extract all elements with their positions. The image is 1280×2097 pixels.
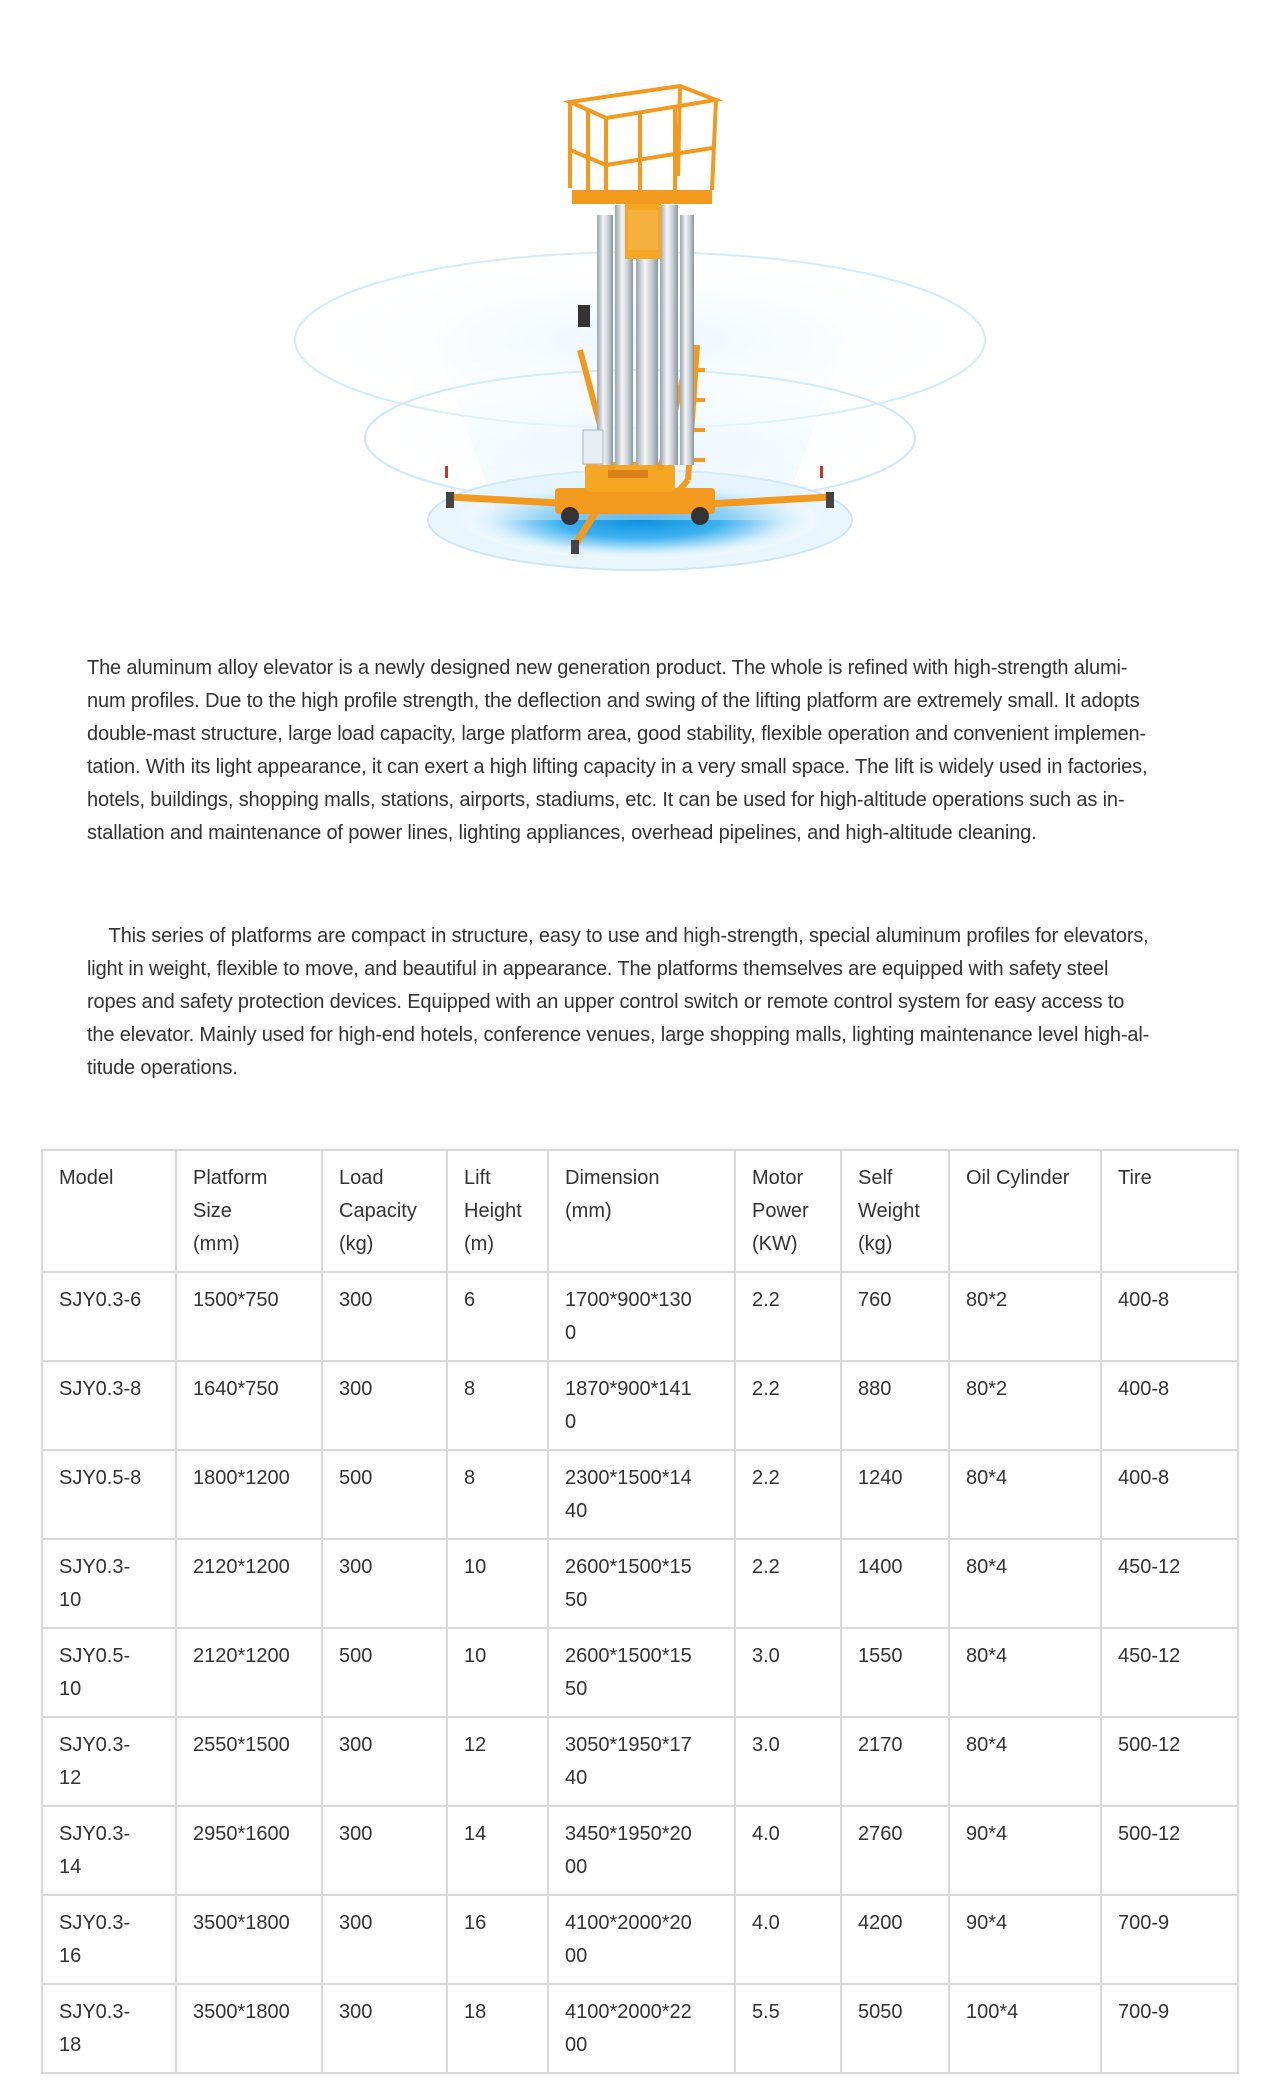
cell-text: 2120*1200	[193, 1556, 290, 1578]
cell-text: 3500*1800	[193, 2001, 290, 2023]
cell-oil-cylinder	[949, 1717, 1101, 1806]
cell-text: 1550	[858, 1645, 903, 1667]
cell-text: 1800*1200	[193, 1467, 290, 1489]
cell-text: 1400	[858, 1556, 903, 1578]
cell-motor-power	[735, 1628, 841, 1717]
cell-text: SJY0.3-	[59, 2001, 131, 2023]
cell-oil-cylinder	[949, 1539, 1101, 1628]
cell-text: 10	[464, 1556, 487, 1578]
header-text: (KW)	[752, 1233, 798, 1255]
table-row	[42, 1806, 1238, 1895]
header-text: Motor	[752, 1167, 804, 1189]
cell-text: 10	[59, 1589, 82, 1611]
header-text: Power	[752, 1200, 809, 1222]
cell-text: 300	[339, 1823, 373, 1845]
cell-text: 16	[464, 1912, 487, 1934]
header-model	[42, 1150, 176, 1272]
header-text: Tire	[1118, 1167, 1152, 1189]
cell-text: 400-8	[1118, 1289, 1170, 1311]
cell-self-weight	[841, 1539, 949, 1628]
cell-text: 50	[565, 1678, 588, 1700]
cell-text: 5.5	[752, 2001, 780, 2023]
cell-text: 3.0	[752, 1645, 780, 1667]
cell-text: 500	[339, 1645, 373, 1667]
cell-text: 4100*2000*22	[565, 2001, 692, 2023]
cell-model	[42, 1539, 176, 1628]
cell-text: 450-12	[1118, 1556, 1181, 1578]
cell-text: 80*2	[966, 1378, 1008, 1400]
cell-self-weight	[841, 1806, 949, 1895]
cell-motor-power	[735, 1717, 841, 1806]
cell-oil-cylinder	[949, 1361, 1101, 1450]
cell-dimension	[548, 1539, 735, 1628]
paragraph-line: double-mast structure, large load capacity, large platform area, good stability, flexible operation and convenient implemen-	[87, 723, 1147, 745]
paragraph-line: The aluminum alloy elevator is a newly designed new generation product. The whole is refined with high-strength alumi-	[87, 657, 1128, 679]
cell-text: 100*4	[966, 2001, 1019, 2023]
cell-text: 3050*1950*17	[565, 1734, 692, 1756]
table-row	[42, 1895, 1238, 1984]
cell-text: 4.0	[752, 1912, 780, 1934]
cell-text: 90*4	[966, 1823, 1008, 1845]
cell-text: 8	[464, 1467, 476, 1489]
cell-load-capacity	[322, 1539, 447, 1628]
cell-text: 2550*1500	[193, 1734, 290, 1756]
product-hero-image	[0, 0, 1280, 600]
header-text: Dimension	[565, 1167, 660, 1189]
cell-text: 2.2	[752, 1289, 780, 1311]
cell-lift-height	[447, 1361, 548, 1450]
cell-model	[42, 1628, 176, 1717]
cell-text: 12	[59, 1767, 82, 1789]
cell-tire	[1101, 1361, 1238, 1450]
header-platform-size	[176, 1150, 322, 1272]
cell-platform-size	[176, 1539, 322, 1628]
cell-text: 80*2	[966, 1289, 1008, 1311]
header-dimension	[548, 1150, 735, 1272]
header-text: (kg)	[858, 1233, 893, 1255]
cell-text: 10	[464, 1645, 487, 1667]
cell-lift-height	[447, 1272, 548, 1361]
cell-text: 760	[858, 1289, 892, 1311]
spec-table-body	[42, 1272, 1238, 2073]
cell-text: 2120*1200	[193, 1645, 290, 1667]
cell-text: 2.2	[752, 1378, 780, 1400]
cell-text: 4200	[858, 1912, 903, 1934]
cell-text: 40	[565, 1767, 588, 1789]
cell-load-capacity	[322, 1717, 447, 1806]
description-paragraph-1	[87, 652, 1207, 850]
cell-dimension	[548, 1895, 735, 1984]
table-row	[42, 1539, 1238, 1628]
cell-text: 16	[59, 1945, 82, 1967]
cell-platform-size	[176, 1628, 322, 1717]
cell-text: 1870*900*141	[565, 1378, 692, 1400]
cell-motor-power	[735, 1450, 841, 1539]
cell-oil-cylinder	[949, 1806, 1101, 1895]
header-text: Model	[59, 1167, 114, 1189]
cell-motor-power	[735, 1984, 841, 2073]
cell-text: 80*4	[966, 1734, 1008, 1756]
cell-load-capacity	[322, 1272, 447, 1361]
cell-text: 400-8	[1118, 1378, 1170, 1400]
cell-text: 500-12	[1118, 1734, 1181, 1756]
cell-platform-size	[176, 1984, 322, 2073]
cell-text: 50	[565, 1589, 588, 1611]
cell-text: 2.2	[752, 1467, 780, 1489]
cell-text: 2300*1500*14	[565, 1467, 692, 1489]
paragraph-line: stallation and maintenance of power lines, lighting appliances, overhead pipelines, and high-altitude cleaning.	[87, 822, 1037, 844]
cell-model	[42, 1361, 176, 1450]
cell-tire	[1101, 1539, 1238, 1628]
cell-motor-power	[735, 1806, 841, 1895]
cell-text: 300	[339, 1556, 373, 1578]
cell-tire	[1101, 1717, 1238, 1806]
cell-self-weight	[841, 1272, 949, 1361]
cell-load-capacity	[322, 1895, 447, 1984]
cell-tire	[1101, 1450, 1238, 1539]
table-row	[42, 1272, 1238, 1361]
cell-text: 700-9	[1118, 2001, 1170, 2023]
cell-model	[42, 1717, 176, 1806]
cell-model	[42, 1806, 176, 1895]
cell-text: 3450*1950*20	[565, 1823, 692, 1845]
cell-text: 8	[464, 1378, 476, 1400]
cell-model	[42, 1895, 176, 1984]
cell-text: 80*4	[966, 1556, 1008, 1578]
cell-text: SJY0.3-	[59, 1734, 131, 1756]
cell-platform-size	[176, 1361, 322, 1450]
cell-text: SJY0.3-8	[59, 1378, 142, 1400]
cell-text: 2170	[858, 1734, 903, 1756]
cell-text: 3.0	[752, 1734, 780, 1756]
cell-tire	[1101, 1895, 1238, 1984]
header-text: Size	[193, 1200, 232, 1222]
cell-text: 500-12	[1118, 1823, 1181, 1845]
cell-text: 0	[565, 1411, 577, 1433]
cell-text: 6	[464, 1289, 476, 1311]
cell-text: 12	[464, 1734, 487, 1756]
table-row	[42, 1984, 1238, 2073]
guard-rails	[570, 86, 716, 196]
table-row	[42, 1450, 1238, 1539]
cell-self-weight	[841, 1628, 949, 1717]
cell-lift-height	[447, 1984, 548, 2073]
header-text: Oil Cylinder	[966, 1167, 1070, 1189]
cell-platform-size	[176, 1895, 322, 1984]
cell-tire	[1101, 1984, 1238, 2073]
cell-text: 3500*1800	[193, 1912, 290, 1934]
cell-text: 18	[464, 2001, 487, 2023]
paragraph-line: num profiles. Due to the high profile strength, the deflection and swing of the lifting platform are extremely small. It adopts	[87, 690, 1140, 712]
header-motor-power	[735, 1150, 841, 1272]
cell-text: 300	[339, 1734, 373, 1756]
cell-text: 300	[339, 1289, 373, 1311]
cell-lift-height	[447, 1895, 548, 1984]
cell-text: 14	[59, 1856, 82, 1878]
cell-text: 450-12	[1118, 1645, 1181, 1667]
cell-motor-power	[735, 1361, 841, 1450]
cell-text: SJY0.5-	[59, 1645, 131, 1667]
paragraph-line: light in weight, flexible to move, and beautiful in appearance. The platforms themselves are equipped with safety steel	[87, 958, 1109, 980]
cell-lift-height	[447, 1717, 548, 1806]
spec-table-header-row	[42, 1150, 1238, 1272]
cell-text: 4100*2000*20	[565, 1912, 692, 1934]
cell-text: 18	[59, 2034, 82, 2056]
cell-lift-height	[447, 1539, 548, 1628]
cell-oil-cylinder	[949, 1895, 1101, 1984]
cell-oil-cylinder	[949, 1984, 1101, 2073]
cell-dimension	[548, 1628, 735, 1717]
cell-lift-height	[447, 1628, 548, 1717]
header-load-capacity	[322, 1150, 447, 1272]
cell-oil-cylinder	[949, 1450, 1101, 1539]
cell-text: 1700*900*130	[565, 1289, 692, 1311]
header-tire	[1101, 1150, 1238, 1272]
cell-motor-power	[735, 1539, 841, 1628]
cell-text: 1500*750	[193, 1289, 279, 1311]
cell-text: 0	[565, 1322, 577, 1344]
cell-dimension	[548, 1984, 735, 2073]
cell-model	[42, 1450, 176, 1539]
header-text: Capacity	[339, 1200, 417, 1222]
cell-oil-cylinder	[949, 1628, 1101, 1717]
cell-motor-power	[735, 1895, 841, 1984]
cell-tire	[1101, 1628, 1238, 1717]
cell-text: SJY0.3-6	[59, 1289, 142, 1311]
cell-text: 5050	[858, 2001, 903, 2023]
header-text: Height	[464, 1200, 522, 1222]
cell-self-weight	[841, 1717, 949, 1806]
cell-self-weight	[841, 1361, 949, 1450]
header-text: Platform	[193, 1167, 268, 1189]
cell-text: 2950*1600	[193, 1823, 290, 1845]
cell-text: 80*4	[966, 1645, 1008, 1667]
cell-text: SJY0.3-	[59, 1823, 131, 1845]
header-text: (kg)	[339, 1233, 374, 1255]
cell-platform-size	[176, 1806, 322, 1895]
paragraph-line: hotels, buildings, shopping malls, stations, airports, stadiums, etc. It can be used for high-altitude operations such as in-	[87, 789, 1125, 811]
cell-lift-height	[447, 1450, 548, 1539]
cell-text: SJY0.3-	[59, 1556, 131, 1578]
header-oil-cylinder	[949, 1150, 1101, 1272]
cell-text: 2600*1500*15	[565, 1556, 692, 1578]
cell-self-weight	[841, 1895, 949, 1984]
cell-dimension	[548, 1272, 735, 1361]
cell-text: 00	[565, 1856, 588, 1878]
header-self-weight	[841, 1150, 949, 1272]
cell-lift-height	[447, 1806, 548, 1895]
table-row	[42, 1628, 1238, 1717]
cell-text: 90*4	[966, 1912, 1008, 1934]
cell-self-weight	[841, 1450, 949, 1539]
cell-load-capacity	[322, 1628, 447, 1717]
cell-text: 2.2	[752, 1556, 780, 1578]
cell-text: 1640*750	[193, 1378, 279, 1400]
cell-tire	[1101, 1806, 1238, 1895]
cell-load-capacity	[322, 1450, 447, 1539]
header-text: (mm)	[193, 1233, 240, 1255]
cell-text: 14	[464, 1823, 487, 1845]
cell-text: 500	[339, 1467, 373, 1489]
cell-platform-size	[176, 1717, 322, 1806]
cell-load-capacity	[322, 1806, 447, 1895]
header-text: (m)	[464, 1233, 494, 1255]
cell-load-capacity	[322, 1984, 447, 2073]
cell-text: 880	[858, 1378, 892, 1400]
paragraph-line: tation. With its light appearance, it can exert a high lifting capacity in a very small space. The lift is widely used in factories,	[87, 756, 1148, 778]
cell-dimension	[548, 1361, 735, 1450]
header-lift-height	[447, 1150, 548, 1272]
cell-dimension	[548, 1717, 735, 1806]
description-paragraph-2	[87, 920, 1207, 1085]
header-text: (mm)	[565, 1200, 612, 1222]
cell-text: 700-9	[1118, 1912, 1170, 1934]
cell-text: SJY0.3-	[59, 1912, 131, 1934]
header-text: Weight	[858, 1200, 920, 1222]
cell-text: 2600*1500*15	[565, 1645, 692, 1667]
paragraph-line: the elevator. Mainly used for high-end hotels, conference venues, large shopping malls, lighting maintenance level high-al-	[87, 1024, 1150, 1046]
cell-text: 300	[339, 1378, 373, 1400]
table-row	[42, 1361, 1238, 1450]
spec-table	[41, 1149, 1239, 2074]
header-text: Self	[858, 1167, 893, 1189]
cell-text: 80*4	[966, 1467, 1008, 1489]
paragraph-line: This series of platforms are compact in structure, easy to use and high-strength, special aluminum profiles for elevators,	[87, 925, 1149, 947]
cell-text: SJY0.5-8	[59, 1467, 142, 1489]
cell-platform-size	[176, 1450, 322, 1539]
cell-self-weight	[841, 1984, 949, 2073]
cell-motor-power	[735, 1272, 841, 1361]
paragraph-line: ropes and safety protection devices. Equipped with an upper control switch or remote control system for easy access to	[87, 991, 1125, 1013]
header-text: Load	[339, 1167, 384, 1189]
table-row	[42, 1717, 1238, 1806]
cell-text: 4.0	[752, 1823, 780, 1845]
cell-text: 300	[339, 1912, 373, 1934]
paragraph-line: titude operations.	[87, 1057, 238, 1079]
cell-oil-cylinder	[949, 1272, 1101, 1361]
cell-tire	[1101, 1272, 1238, 1361]
cell-text: 400-8	[1118, 1467, 1170, 1489]
cell-model	[42, 1984, 176, 2073]
cell-text: 300	[339, 2001, 373, 2023]
cell-text: 40	[565, 1500, 588, 1522]
header-text: Lift	[464, 1167, 491, 1189]
cell-dimension	[548, 1806, 735, 1895]
cell-text: 00	[565, 2034, 588, 2056]
cell-text: 2760	[858, 1823, 903, 1845]
cell-load-capacity	[322, 1361, 447, 1450]
cell-dimension	[548, 1450, 735, 1539]
cell-model	[42, 1272, 176, 1361]
cell-text: 1240	[858, 1467, 903, 1489]
cell-text: 10	[59, 1678, 82, 1700]
cell-text: 00	[565, 1945, 588, 1967]
cell-platform-size	[176, 1272, 322, 1361]
